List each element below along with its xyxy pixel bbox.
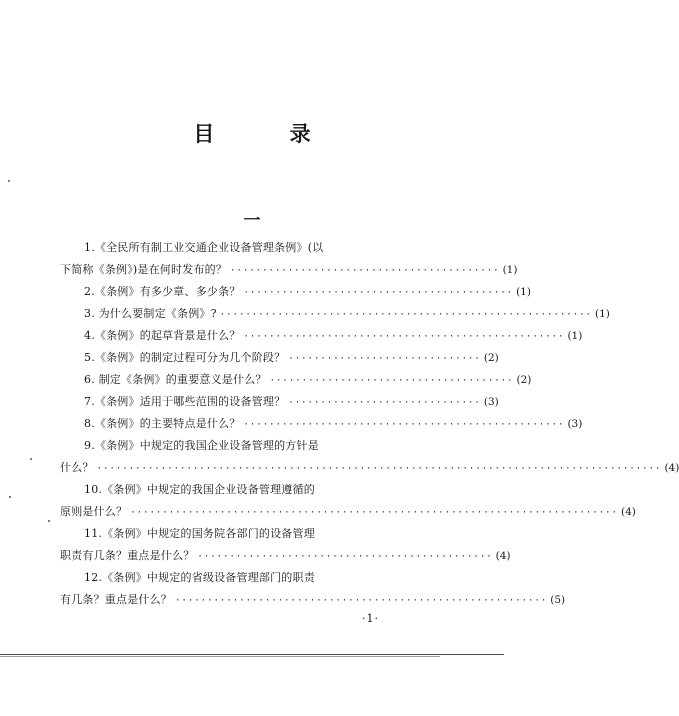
- dot-leader: ··························································: [175, 596, 548, 606]
- toc-entry-text: 什么？: [60, 461, 94, 474]
- toc-line: [60, 569, 404, 586]
- bottom-rule: [0, 654, 504, 655]
- section-heading: 一: [243, 211, 261, 231]
- toc-entry-text: 8.《条例》的主要特点是什么？: [84, 417, 241, 430]
- toc-entry-text: 9.《条例》中规定的我国企业设备管理的方针是: [84, 439, 319, 452]
- toc-entry-text: 有几条？重点是什么？: [60, 593, 172, 606]
- toc-line: [60, 459, 679, 476]
- toc-line: [60, 503, 636, 520]
- toc-entry-page: (3): [483, 396, 499, 408]
- toc-line: [60, 415, 583, 432]
- toc-entry-text: 职责有几条？重点是什么？: [60, 549, 195, 562]
- dot-leader: ············································································: [130, 508, 619, 518]
- toc-entry-text: 6. 制定《条例》的重要意义是什么？: [84, 373, 267, 386]
- toc-entry-text: 原则是什么？: [60, 505, 128, 518]
- page-title: 目 录: [193, 121, 345, 146]
- toc-line: [60, 283, 531, 300]
- toc-entry-text: 10.《条例》中规定的我国企业设备管理遵循的: [84, 483, 315, 496]
- toc-line: [60, 393, 499, 410]
- toc-line: [60, 525, 404, 542]
- toc-entry-page: (4): [664, 462, 679, 474]
- dot-leader: ··········································: [243, 288, 514, 298]
- toc-line: [60, 371, 532, 388]
- toc-line: [60, 239, 404, 256]
- toc-entry-page: (1): [516, 286, 531, 298]
- dot-leader: ······························: [288, 398, 481, 408]
- toc-entry-page: (4): [621, 506, 636, 518]
- toc-entry-page: (1): [567, 330, 583, 342]
- toc-entry-text: 11.《条例》中规定的国务院各部门的设备管理: [84, 527, 315, 540]
- toc-line: [60, 261, 518, 278]
- toc-entry-text: 7.《条例》适用于哪些范围的设备管理？: [84, 395, 286, 408]
- dot-leader: ······································: [269, 376, 514, 386]
- toc-entry-page: (2): [483, 352, 499, 364]
- toc-entry-page: (5): [550, 594, 566, 606]
- toc-entry-page: (1): [502, 264, 518, 276]
- toc-entry-text: 3. 为什么要制定《条例》?: [84, 307, 217, 320]
- scan-speck: [48, 520, 50, 522]
- scan-speck: [9, 496, 11, 498]
- toc-entry-page: (4): [495, 550, 511, 562]
- toc-entry-text: 下简称《条例》)是在何时发布的？: [60, 263, 227, 276]
- dot-leader: ························································································: [96, 464, 662, 474]
- scan-speck: [30, 458, 32, 460]
- dot-leader: ······························: [288, 354, 481, 364]
- toc-line: [60, 349, 499, 366]
- bottom-rule-faint: [0, 656, 440, 657]
- dot-leader: ··························································: [219, 310, 592, 320]
- toc-entry-text: 5.《条例》的制定过程可分为几个阶段？: [84, 351, 286, 364]
- toc-entry-text: 4.《条例》的起草背景是什么？: [84, 329, 241, 342]
- dot-leader: ··················································: [243, 332, 565, 342]
- toc-entry-text: 1.《全民所有制工业交通企业设备管理条例》(以: [84, 241, 324, 254]
- dot-leader: ··········································: [230, 266, 500, 276]
- page-number: ·1·: [362, 612, 379, 625]
- toc-line: [60, 327, 583, 344]
- toc-entry-text: 2.《条例》有多少章、多少条？: [84, 285, 241, 298]
- toc-entry-page: (3): [567, 418, 583, 430]
- toc-line: [60, 305, 610, 322]
- toc-entry-page: (1): [594, 308, 610, 320]
- dot-leader: ··············································: [197, 552, 493, 562]
- toc-line: [60, 591, 566, 608]
- scan-speck: [8, 180, 10, 182]
- toc-line: [60, 481, 404, 498]
- toc-line: [60, 547, 511, 564]
- toc-entry-text: 12.《条例》中规定的省级设备管理部门的职责: [84, 571, 315, 584]
- toc-entry-page: (2): [516, 374, 532, 386]
- toc-line: [60, 437, 404, 454]
- dot-leader: ··················································: [243, 420, 565, 430]
